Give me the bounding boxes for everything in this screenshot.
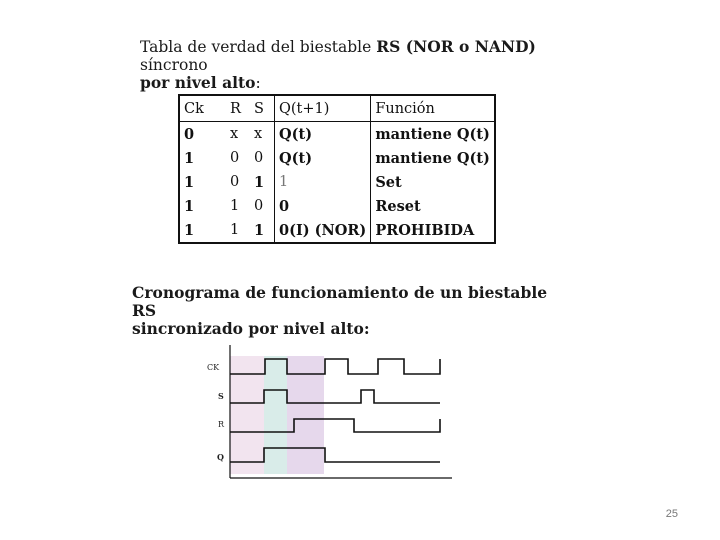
- page-number: 25: [665, 508, 678, 520]
- table-cell: 1: [184, 149, 195, 167]
- column-header: Ck: [179, 95, 226, 122]
- signal-label-ck: CK: [207, 363, 220, 372]
- table-cell: 0: [275, 194, 371, 218]
- table-cell: mantiene Q(t): [375, 125, 490, 143]
- signal-label-s: S: [218, 391, 224, 401]
- table-cell: x: [250, 122, 275, 147]
- table-cell: x: [230, 126, 239, 142]
- heading-text: sincronizado por nivel alto:: [132, 319, 370, 338]
- table-cell: 1: [184, 221, 195, 239]
- signal-label-q: Q: [217, 452, 224, 462]
- table-cell: 0(I) (NOR): [275, 218, 371, 243]
- table-cell: Q(t): [275, 122, 371, 147]
- column-header: S: [250, 95, 275, 122]
- table-cell: 1: [230, 198, 240, 214]
- table-cell: mantiene Q(t): [375, 149, 490, 167]
- table-cell: 1: [250, 218, 275, 243]
- table-cell: 1: [275, 170, 371, 194]
- table-cell: 1: [230, 222, 240, 238]
- table-cell: Q(t): [275, 146, 371, 170]
- heading-text: Cronograma de funcionamiento de un biestable RS: [132, 283, 548, 320]
- heading-text: :: [255, 74, 261, 92]
- table-cell: 0: [230, 150, 240, 166]
- heading-text: alto: [222, 73, 256, 92]
- table-cell: Reset: [375, 197, 421, 215]
- column-header: R: [226, 95, 250, 122]
- table-cell: 1: [250, 170, 275, 194]
- column-header: Q(t+1): [275, 95, 371, 122]
- table-cell: 1: [184, 197, 195, 215]
- heading-text: síncrono: [140, 56, 208, 74]
- highlight-band: [264, 356, 287, 474]
- table-cell: 0: [250, 146, 275, 170]
- heading-text: Tabla de verdad del biestable: [140, 38, 377, 56]
- signal-label-r: R: [218, 420, 225, 429]
- heading-text: por nivel: [140, 73, 223, 92]
- table-cell: 0: [184, 125, 195, 143]
- column-header: Función: [371, 95, 495, 122]
- table-cell: 1: [184, 173, 195, 191]
- table-cell: PROHIBIDA: [375, 221, 475, 239]
- table-cell: 0: [230, 174, 240, 190]
- table-cell: 0: [250, 194, 275, 218]
- table-cell: Set: [375, 173, 402, 191]
- heading-text: RS (NOR o NAND): [376, 37, 536, 56]
